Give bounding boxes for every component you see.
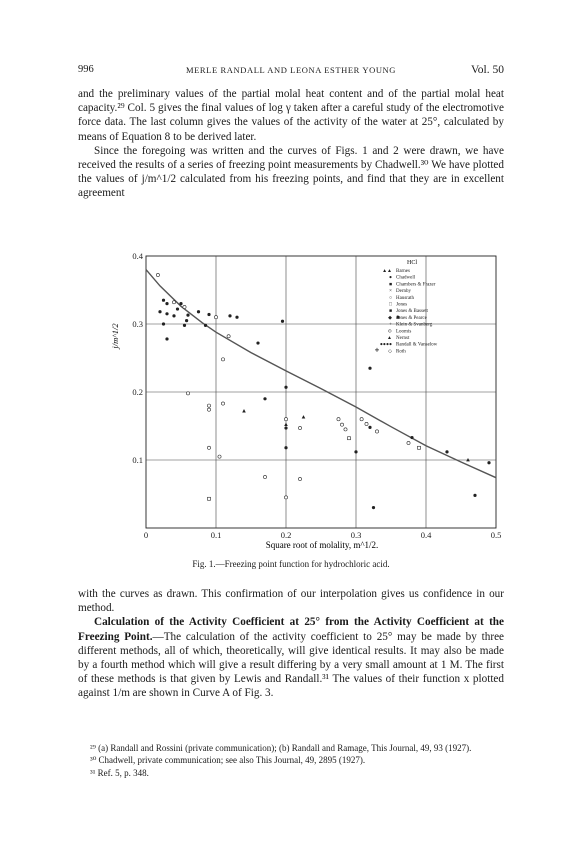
data-point <box>368 367 371 370</box>
data-point <box>284 423 288 426</box>
data-point <box>418 446 421 449</box>
paragraph: and the preliminary values of the partial molal heat content and of the partial molal heat capacity.²⁹ Col. 5 gives the final values of log γ taken after a careful study of the electromotive force data. The last column gives the values of the activity of the water at 25°, calculated by means of Equation 8 to be derived later. <box>78 88 504 143</box>
data-point <box>337 418 340 421</box>
chart-points <box>156 273 490 509</box>
legend-symbol: ■ <box>388 309 392 315</box>
data-point <box>375 348 379 352</box>
data-point <box>284 426 287 429</box>
legend-label: Klein & Svanberg <box>396 322 433 328</box>
data-point <box>197 310 200 313</box>
data-point <box>298 477 301 480</box>
data-point <box>165 312 168 315</box>
data-point <box>207 313 210 316</box>
data-point <box>344 428 347 431</box>
data-point <box>207 408 210 411</box>
legend-label: Chambers & Frazer <box>396 282 436 288</box>
data-point <box>165 302 168 305</box>
footnotes <box>78 742 504 779</box>
legend-label: Roth <box>396 349 406 355</box>
legend-label: Randall & Vanselow <box>396 342 438 348</box>
data-point <box>284 386 287 389</box>
figure-caption: Fig. 1.—Freezing point function for hydrochloric acid. <box>192 559 390 569</box>
footnote: ²⁹ (a) Randall and Rossini (private communication); (b) Randall and Ramage, This Journal, 49, 93 (1927). <box>90 743 472 753</box>
data-point <box>221 358 224 361</box>
y-tick-label: 0.1 <box>132 455 143 465</box>
data-point <box>221 402 224 405</box>
fitted-curve <box>146 270 496 478</box>
legend-label: Dernby <box>396 289 411 295</box>
section-text: —The calculation of the activity coefficient to 25° may be made by three different methods, all of which, theoretically, will give identical results. It may also be made by a fourth method which will give a result differing by a very small amount at 1 M. The first of these methods is that given by Lewis and Randall.³¹ The values of their function x plotted against 1/m are shown in Curve A of Fig. 3. <box>78 630 504 700</box>
legend-symbol: + <box>389 322 392 328</box>
x-tick-label: 0 <box>143 530 149 540</box>
data-point <box>360 418 363 421</box>
data-point <box>186 314 189 317</box>
legend-label: Nernst <box>396 336 410 341</box>
data-point <box>354 450 357 453</box>
y-tick-label: 0.2 <box>132 387 143 397</box>
data-point <box>242 409 246 412</box>
data-point <box>172 301 175 304</box>
data-point <box>263 475 266 478</box>
chart-grid <box>146 256 496 528</box>
legend-label: Barnes <box>396 269 410 274</box>
data-point <box>407 441 410 444</box>
data-point <box>284 446 287 449</box>
x-axis-label: Square root of molality, m^1/2. <box>265 540 379 550</box>
data-point <box>263 397 266 400</box>
data-point <box>207 404 210 407</box>
data-point <box>487 461 490 464</box>
data-point <box>410 436 413 439</box>
data-point <box>365 422 368 425</box>
data-point <box>183 305 186 308</box>
paragraph: with the curves as drawn. This confirmation of our interpolation gives us confidence in our method. <box>78 588 504 615</box>
legend-label: Jones <box>396 302 408 308</box>
data-point <box>445 450 448 453</box>
data-point <box>375 430 378 433</box>
legend-symbol: ▲▲ <box>382 269 392 274</box>
data-point <box>281 320 284 323</box>
legend-symbol: ⊙ <box>387 329 392 335</box>
data-point <box>207 446 210 449</box>
data-point <box>185 319 188 322</box>
data-point <box>368 426 371 429</box>
running-header <box>78 64 504 78</box>
data-point <box>348 437 351 440</box>
paragraph: Since the foregoing was written and the curves of Figs. 1 and 2 were drawn, we have received the results of a series of freezing point measurements by Chadwell.³⁰ We have plotted the values of j/m^1/2 calculated from his freezing points, and find that they are in excellent agreement <box>78 144 504 200</box>
x-tick-label: 0.1 <box>210 530 222 540</box>
legend-symbol: ▲ <box>387 336 392 341</box>
data-point <box>165 337 168 340</box>
y-tick-label: 0.4 <box>132 251 143 261</box>
legend-symbol: ◆ <box>388 315 392 321</box>
legend-title: HCl <box>406 260 418 266</box>
data-point <box>162 299 165 302</box>
section-heading: Calculation of the Activity Coefficient at 25° from the Activity Coefficient at the Freezing Point. <box>78 616 504 643</box>
chart-ticks <box>132 251 501 540</box>
data-point <box>204 324 207 327</box>
data-point <box>186 392 189 395</box>
legend-label: Loomis <box>396 329 412 335</box>
x-tick-label: 0.4 <box>420 530 432 540</box>
data-point <box>176 307 179 310</box>
legend-symbol: ● <box>388 275 392 281</box>
running-title: MERLE RANDALL AND LEONA ESTHER YOUNG <box>185 65 397 75</box>
footnote: ³⁰ Chadwell, private communication; see also This Journal, 49, 2895 (1927). <box>90 755 366 766</box>
legend-symbol: ◇ <box>388 349 392 355</box>
data-point <box>156 273 159 276</box>
legend-symbol: □ <box>388 302 392 308</box>
legend-symbol: ■ <box>388 282 392 288</box>
data-point <box>228 314 231 317</box>
legend-label: Chadwell <box>396 275 416 281</box>
data-point <box>183 324 186 327</box>
data-point <box>208 497 211 500</box>
footnote: ³¹ Ref. 5, p. 348. <box>90 767 149 778</box>
data-point <box>214 316 217 319</box>
data-point <box>473 494 476 497</box>
legend-symbol: ●●●● <box>379 342 392 348</box>
figure-1-chart <box>108 248 508 578</box>
data-point <box>218 455 221 458</box>
data-point <box>284 418 287 421</box>
data-point <box>372 506 375 509</box>
data-point <box>284 496 287 499</box>
section-paragraph <box>78 615 504 700</box>
legend-label: Jones & Pearce <box>396 315 427 321</box>
data-point <box>172 314 175 317</box>
legend-symbol: × <box>389 289 392 295</box>
data-point <box>158 310 161 313</box>
x-tick-label: 0.2 <box>280 530 292 540</box>
chart-legend <box>380 260 438 354</box>
y-axis-label: j/m^1/2 <box>110 323 120 349</box>
data-point <box>302 415 306 418</box>
data-point <box>256 341 259 344</box>
x-tick-label: 0.5 <box>490 530 502 540</box>
data-point <box>298 426 301 429</box>
y-tick-label: 0.3 <box>132 319 143 329</box>
data-point <box>227 335 230 338</box>
data-point <box>235 316 238 319</box>
page-number: 996 <box>78 64 94 75</box>
data-point <box>340 423 343 426</box>
volume-label: Vol. 50 <box>470 64 504 76</box>
data-point <box>162 322 165 325</box>
body-text-bottom <box>78 587 504 701</box>
body-text-top <box>78 87 504 201</box>
legend-label: Hausrath <box>396 295 415 301</box>
data-point <box>179 302 182 305</box>
legend-label: Jones & Bassett <box>396 309 428 315</box>
x-tick-label: 0.3 <box>350 530 362 540</box>
chart-curve <box>146 270 496 478</box>
legend-symbol: ○ <box>388 295 392 301</box>
